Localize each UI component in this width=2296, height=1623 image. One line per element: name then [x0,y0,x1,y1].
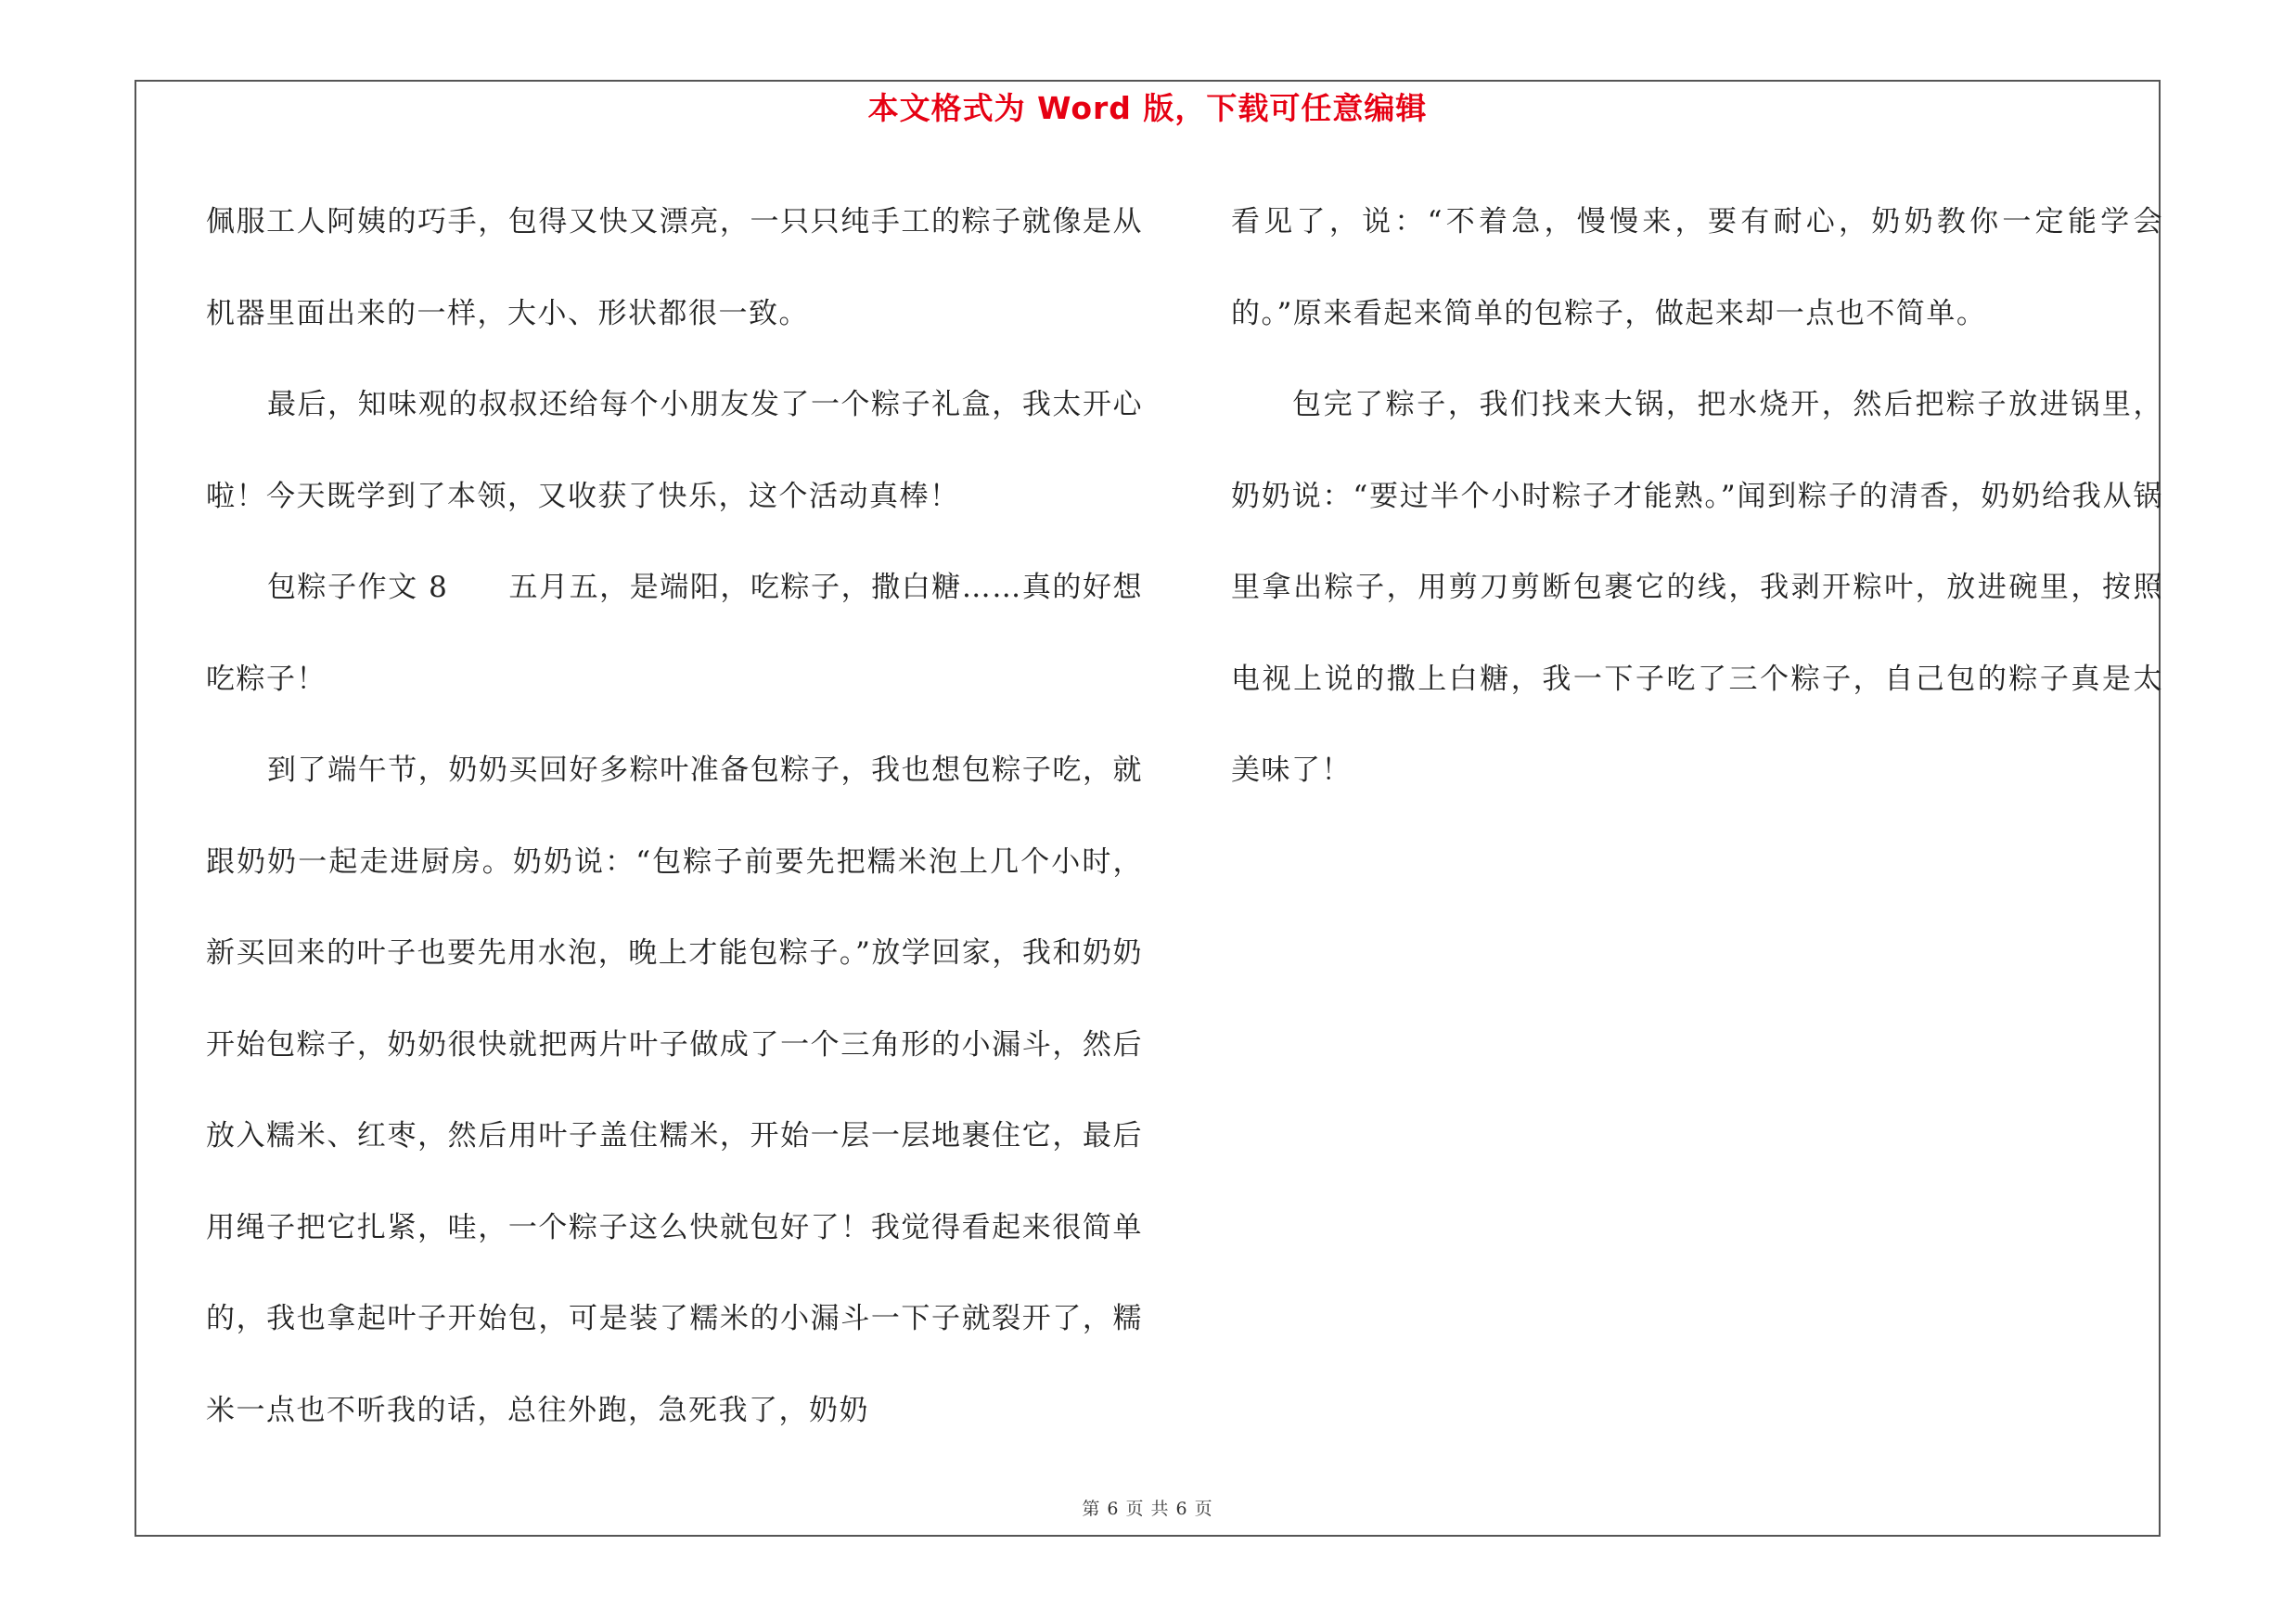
paragraph: 包粽子作文 8 五月五，是端阳，吃粽子，撒白糖……真的好想吃粽子！ [206,571,1143,696]
document-banner: 本文格式为 Word 版，下载可任意编辑 [867,90,1428,126]
page-number: 第 6 页 共 6 页 [1082,1499,1213,1519]
left-column [206,176,1143,1456]
paragraph: 看见了，说：“不着急，慢慢来，要有耐心，奶奶教你一定能学会的。”原来看起来简单的包粽子，做起来却一点也不简单。 [1231,205,2163,330]
paragraph: 最后，知味观的叔叔还给每个小朋友发了一个粽子礼盒，我太开心啦！今天既学到了本领，又收获了快乐，这个活动真棒！ [206,388,1143,513]
paragraph: 佩服工人阿姨的巧手，包得又快又漂亮，一只只纯手工的粽子就像是从机器里面出来的一样，大小、形状都很一致。 [206,205,1143,330]
paragraph: 到了端午节，奶奶买回好多粽叶准备包粽子，我也想包粽子吃，就跟奶奶一起走进厨房。奶奶说：“包粽子前要先把糯米泡上几个小时，新买回来的叶子也要先用水泡，晚上才能包粽子。”放学回家，我和奶奶开始包粽子，奶奶很快就把两片叶子做成了一个三角形的小漏斗，然后放入糯米、红枣，然后用叶子盖住糯米，开始一层一层地裹住它，最后用绳子把它扎紧，哇，一个粽子这么快就包好了！我觉得看起来很简单的，我也拿起叶子开始包，可是装了糯米的小漏斗一下子就裂开了，糯米一点也不听我的话，总往外跑，急死我了，奶奶 [206,754,1143,1427]
right-column [1231,176,2163,817]
paragraph: 包完了粽子，我们找来大锅，把水烧开，然后把粽子放进锅里，奶奶说：“要过半个小时粽子才能熟。”闻到粽子的清香，奶奶给我从锅里拿出粽子，用剪刀剪断包裹它的线，我剥开粽叶，放进碗里，按照电视上说的撒上白糖，我一下子吃了三个粽子，自己包的粽子真是太美味了！ [1231,388,2163,787]
